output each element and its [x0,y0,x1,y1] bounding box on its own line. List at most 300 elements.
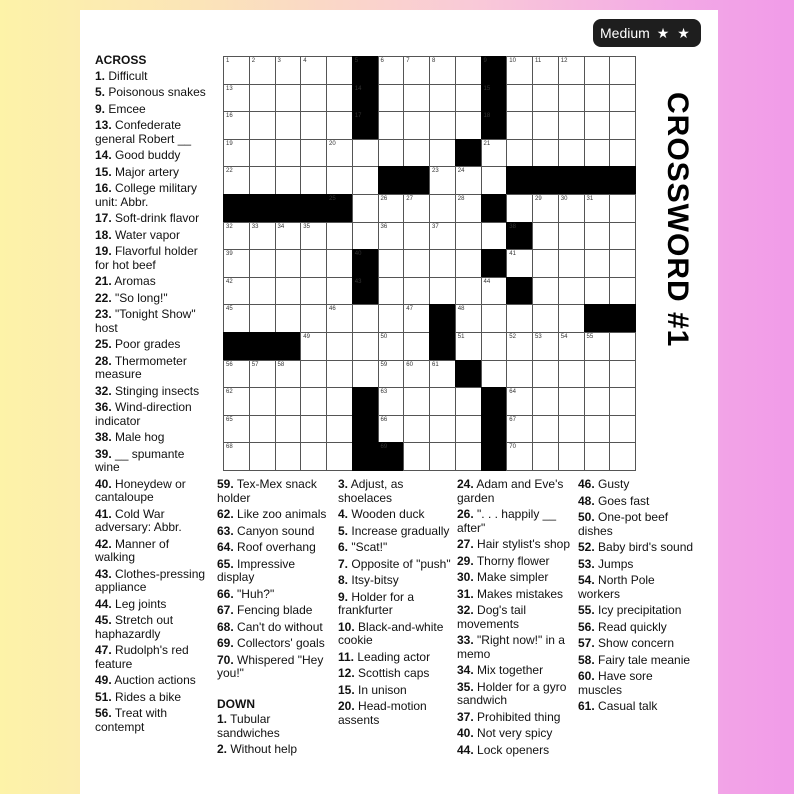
grid-cell[interactable] [223,415,250,444]
clue-number: 46. [578,477,595,491]
grid-cell[interactable] [481,166,508,195]
grid-cell[interactable] [403,139,430,168]
down-clue [578,637,696,651]
grid-cell[interactable] [249,166,276,195]
grid-cell[interactable] [326,56,353,85]
grid-cell[interactable] [378,249,405,278]
grid-cell[interactable] [429,194,456,223]
across-clue [95,119,207,146]
grid-cell[interactable] [249,139,276,168]
grid-cell[interactable] [249,222,276,251]
grid-cell[interactable] [532,304,559,333]
down-clue [338,700,454,727]
grid-cell[interactable] [275,222,302,251]
grid-cell[interactable] [378,84,405,113]
black-square [249,332,276,361]
grid-cell[interactable] [584,56,611,85]
grid-cell[interactable] [275,415,302,444]
clue-number: 58. [578,652,595,667]
grid-cell[interactable] [506,387,533,416]
grid-cell[interactable] [275,166,302,195]
grid-cell[interactable] [455,111,482,140]
grid-cell[interactable] [506,442,533,471]
grid-cell[interactable] [300,111,327,140]
grid-cell[interactable] [378,194,405,223]
clue-number: 45. [95,613,112,627]
grid-cell[interactable] [558,360,585,389]
grid-cell[interactable] [300,360,327,389]
clue-text: Collectors' goals [237,636,325,650]
grid-cell[interactable] [223,166,250,195]
clue-text: College military unit: Abbr. [95,181,198,209]
grid-cell[interactable] [275,387,302,416]
grid-cell[interactable] [558,84,585,113]
grid-cell[interactable] [429,166,456,195]
grid-cell[interactable] [403,222,430,251]
grid-cell[interactable] [584,387,611,416]
grid-cell[interactable] [352,222,379,251]
clue-number: 23. [95,307,112,321]
grid-cell[interactable] [455,194,482,223]
clue-text: Holder for a gyro sandwich [457,679,567,707]
grid-cell[interactable] [249,415,276,444]
clue-text: Mix together [477,663,544,677]
clue-text: Canyon sound [237,523,315,538]
grid-cell[interactable] [532,84,559,113]
grid-cell[interactable] [481,360,508,389]
grid-cell[interactable] [249,304,276,333]
cell-number: 48 [457,306,465,313]
clue-number: 54. [578,573,595,587]
grid-cell[interactable] [249,387,276,416]
clue-number: 1. [95,68,106,83]
cell-number: 47 [406,306,413,313]
cell-number: 21 [483,140,491,147]
down-clue [338,667,454,681]
grid-cell[interactable] [609,222,636,251]
across-clue [217,541,335,555]
across-clue [95,308,207,335]
grid-cell[interactable] [558,304,585,333]
clue-number: 53. [578,556,595,571]
down-clue [457,571,575,585]
black-square [429,304,456,333]
grid-cell[interactable] [532,387,559,416]
grid-cell[interactable] [558,442,585,471]
grid-cell[interactable] [532,56,559,85]
grid-cell[interactable] [223,442,250,471]
black-square [352,111,379,140]
clue-text: Leg joints [115,596,167,611]
grid-cell[interactable] [429,111,456,140]
grid-cell[interactable] [300,332,327,361]
grid-cell[interactable] [429,56,456,85]
clue-text: In unison [358,682,407,697]
clue-number: 14. [95,148,112,162]
grid-cell[interactable] [558,222,585,251]
grid-cell[interactable] [532,194,559,223]
grid-cell[interactable] [609,277,636,306]
grid-cell[interactable] [403,277,430,306]
grid-cell[interactable] [609,332,636,361]
black-square [481,111,508,140]
grid-cell[interactable] [403,194,430,223]
grid-cell[interactable] [532,249,559,278]
grid-cell[interactable] [455,332,482,361]
clue-text: "So long!" [115,290,168,305]
black-square [455,360,482,389]
grid-cell[interactable] [300,139,327,168]
grid-cell[interactable] [532,332,559,361]
black-square [352,387,379,416]
grid-cell[interactable] [378,415,405,444]
clue-number: 48. [578,493,595,508]
grid-cell[interactable] [455,277,482,306]
grid-cell[interactable] [378,332,405,361]
grid-cell[interactable] [223,111,250,140]
grid-cell[interactable] [558,111,585,140]
grid-cell[interactable] [275,111,302,140]
grid-cell[interactable] [481,277,508,306]
grid-cell[interactable] [223,387,250,416]
grid-cell[interactable] [223,249,250,278]
difficulty-label: Medium [600,25,650,41]
grid-cell[interactable] [609,415,636,444]
grid-cell[interactable] [455,222,482,251]
clue-text: Roof overhang [237,540,316,554]
grid-cell[interactable] [378,222,405,251]
grid-cell[interactable] [506,194,533,223]
grid-cell[interactable] [429,139,456,168]
grid-cell[interactable] [429,84,456,113]
grid-cell[interactable] [300,56,327,85]
grid-cell[interactable] [300,442,327,471]
across-clue [95,149,207,163]
grid-cell[interactable] [223,56,250,85]
grid-cell[interactable] [300,166,327,195]
down-clue [457,478,575,505]
grid-cell[interactable] [609,442,636,471]
down-clue [338,508,454,522]
grid-cell[interactable] [455,84,482,113]
grid-cell[interactable] [429,360,456,389]
grid-cell[interactable] [275,249,302,278]
down-clue [457,711,575,725]
grid-cell[interactable] [584,194,611,223]
grid-cell[interactable] [481,304,508,333]
clue-text: One-pot beef dishes [578,510,669,538]
grid-cell[interactable] [223,139,250,168]
cell-number: 65 [226,416,233,423]
grid-cell[interactable] [558,249,585,278]
down-clue [338,541,454,555]
grid-cell[interactable] [481,222,508,251]
down-clue [338,591,454,618]
grid-cell[interactable] [506,332,533,361]
grid-cell[interactable] [403,360,430,389]
grid-cell[interactable] [275,84,302,113]
grid-cell[interactable] [223,277,250,306]
clue-number: 66. [217,586,234,601]
cell-number: 35 [303,223,310,230]
clue-number: 49. [95,673,112,687]
grid-cell[interactable] [506,84,533,113]
grid-cell[interactable] [249,249,276,278]
grid-cell[interactable] [403,332,430,361]
grid-cell[interactable] [558,194,585,223]
clue-number: 29. [457,553,474,568]
grid-cell[interactable] [403,249,430,278]
grid-cell[interactable] [506,360,533,389]
black-square [609,304,636,333]
grid-cell[interactable] [609,249,636,278]
down-clue [338,621,454,648]
grid-cell[interactable] [429,415,456,444]
grid-cell[interactable] [455,166,482,195]
down-clue [338,651,454,665]
grid-cell[interactable] [275,277,302,306]
clue-number: 67. [217,603,234,617]
grid-cell[interactable] [352,332,379,361]
grid-cell[interactable] [506,56,533,85]
cell-number: 38 [509,223,516,230]
across-clue [95,707,207,734]
grid-cell[interactable] [429,222,456,251]
grid-cell[interactable] [300,222,327,251]
grid-cell[interactable] [558,56,585,85]
grid-cell[interactable] [300,249,327,278]
grid-cell[interactable] [378,360,405,389]
grid-cell[interactable] [352,304,379,333]
grid-cell[interactable] [403,415,430,444]
across-clue [95,86,207,100]
clue-text: Honeydew or cantaloupe [95,476,186,504]
down-clue [457,634,575,661]
across-clue [95,103,207,117]
grid-cell[interactable] [403,442,430,471]
grid-cell[interactable] [532,277,559,306]
grid-cell[interactable] [403,111,430,140]
grid-cell[interactable] [275,139,302,168]
grid-cell[interactable] [403,387,430,416]
cell-number: 53 [535,334,542,340]
grid-cell[interactable] [326,139,353,168]
grid-cell[interactable] [249,84,276,113]
clue-number: 16. [95,181,112,195]
grid-cell[interactable] [429,249,456,278]
clue-number: 63. [217,523,234,538]
grid-cell[interactable] [609,194,636,223]
grid-cell[interactable] [249,360,276,389]
difficulty-stars-icon: ★ ★ [656,24,692,41]
black-square [481,249,508,278]
grid-cell[interactable] [609,360,636,389]
grid-cell[interactable] [326,249,353,278]
clue-text: Emcee [108,101,146,116]
grid-cell[interactable] [506,139,533,168]
black-square [558,166,585,195]
grid-cell[interactable] [223,360,250,389]
down-clue [338,574,454,588]
grid-cell[interactable] [429,442,456,471]
cell-number: 6 [380,58,384,64]
clue-number: 56. [578,619,595,634]
grid-cell[interactable] [378,387,405,416]
grid-cell[interactable] [378,139,405,168]
clue-number: 33. [457,633,474,647]
grid-cell[interactable] [609,56,636,85]
grid-cell[interactable] [532,139,559,168]
grid-cell[interactable] [609,139,636,168]
clue-number: 55. [578,603,595,617]
grid-cell[interactable] [300,387,327,416]
grid-cell[interactable] [326,277,353,306]
clue-column-1 [95,52,207,737]
clue-text: Icy precipitation [598,603,682,617]
grid-cell[interactable] [455,56,482,85]
grid-cell[interactable] [532,415,559,444]
grid-cell[interactable] [429,387,456,416]
grid-cell[interactable] [249,111,276,140]
grid-cell[interactable] [223,304,250,333]
grid-cell[interactable] [506,249,533,278]
grid-cell[interactable] [558,139,585,168]
grid-cell[interactable] [584,332,611,361]
grid-cell[interactable] [455,387,482,416]
grid-cell[interactable] [584,222,611,251]
grid-cell[interactable] [481,139,508,168]
grid-cell[interactable] [326,442,353,471]
clue-text: Rides a bike [115,689,182,704]
grid-cell[interactable] [378,304,405,333]
grid-cell[interactable] [326,415,353,444]
grid-cell[interactable] [532,111,559,140]
grid-cell[interactable] [429,277,456,306]
cell-number: 25 [329,196,336,202]
grid-cell[interactable] [609,387,636,416]
grid-cell[interactable] [584,277,611,306]
clue-text: Opposite of "push" [351,556,451,571]
grid-cell[interactable] [455,415,482,444]
down-clue [578,654,696,668]
grid-cell[interactable] [532,442,559,471]
grid-cell[interactable] [403,84,430,113]
grid-cell[interactable] [378,277,405,306]
across-clue [95,229,207,243]
black-square [352,84,379,113]
grid-cell[interactable] [300,84,327,113]
black-square [352,277,379,306]
cell-number: 28 [457,196,465,202]
down-clue [578,558,696,572]
clue-number: 9. [95,101,106,116]
across-clue [217,558,335,585]
grid-cell[interactable] [558,387,585,416]
grid-cell[interactable] [584,111,611,140]
black-square [352,56,379,85]
grid-cell[interactable] [584,139,611,168]
grid-cell[interactable] [223,84,250,113]
grid-cell[interactable] [326,222,353,251]
grid-cell[interactable] [584,84,611,113]
grid-cell[interactable] [249,277,276,306]
grid-cell[interactable] [300,304,327,333]
grid-cell[interactable] [223,222,250,251]
grid-cell[interactable] [558,332,585,361]
grid-cell[interactable] [558,415,585,444]
down-clue [457,508,575,535]
grid-cell[interactable] [506,111,533,140]
black-square [378,166,405,195]
clue-number: 64. [217,540,234,554]
grid-cell[interactable] [249,56,276,85]
clue-number: 30. [457,570,474,584]
clue-number: 26. [457,507,474,521]
grid-cell[interactable] [326,84,353,113]
grid-cell[interactable] [275,360,302,389]
grid-cell[interactable] [275,56,302,85]
grid-cell[interactable] [326,360,353,389]
grid-cell[interactable] [506,304,533,333]
grid-cell[interactable] [326,304,353,333]
grid-cell[interactable] [326,166,353,195]
down-clue [578,495,696,509]
cell-number: 12 [560,58,568,64]
grid-cell[interactable] [455,442,482,471]
grid-cell[interactable] [532,360,559,389]
grid-cell[interactable] [403,304,430,333]
grid-cell[interactable] [584,415,611,444]
grid-cell[interactable] [300,415,327,444]
grid-cell[interactable] [352,166,379,195]
cell-number: 24 [457,168,465,175]
grid-cell[interactable] [275,304,302,333]
clue-number: 47. [95,643,112,657]
grid-cell[interactable] [352,360,379,389]
grid-cell[interactable] [326,332,353,361]
grid-cell[interactable] [352,194,379,223]
grid-cell[interactable] [326,111,353,140]
grid-cell[interactable] [481,332,508,361]
grid-cell[interactable] [584,249,611,278]
grid-cell[interactable] [300,277,327,306]
grid-cell[interactable] [455,304,482,333]
clue-number: 35. [457,679,474,694]
grid-cell[interactable] [326,387,353,416]
grid-cell[interactable] [584,442,611,471]
grid-cell[interactable] [352,139,379,168]
across-clue [95,292,207,306]
clue-text: Casual talk [598,699,658,713]
grid-cell[interactable] [609,111,636,140]
grid-cell[interactable] [584,360,611,389]
grid-cell[interactable] [506,415,533,444]
grid-cell[interactable] [378,56,405,85]
grid-cell[interactable] [249,442,276,471]
grid-cell[interactable] [455,249,482,278]
black-square [481,56,508,85]
cell-number: 67 [509,416,516,423]
cell-number: 22 [226,168,233,175]
grid-cell[interactable] [403,56,430,85]
grid-cell[interactable] [532,222,559,251]
grid-cell[interactable] [558,277,585,306]
grid-cell[interactable] [609,84,636,113]
clue-text: Prohibited thing [477,709,561,724]
clue-text: Hair stylist's shop [477,537,571,551]
grid-cell[interactable] [378,111,405,140]
grid-cell[interactable] [275,442,302,471]
